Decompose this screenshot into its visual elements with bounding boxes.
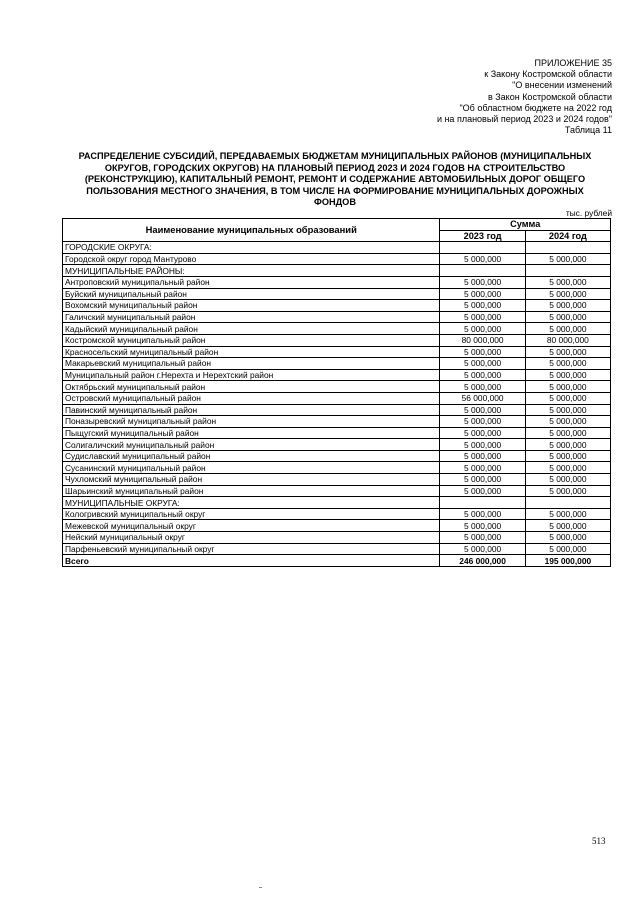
municipality-name: Межевской муниципальный округ	[63, 520, 440, 532]
value-2024: 5 000,000	[525, 381, 610, 393]
value-2023: 5 000,000	[440, 543, 525, 555]
municipality-name: МУНИЦИПАЛЬНЫЕ РАЙОНЫ:	[63, 265, 440, 277]
table-row	[63, 497, 611, 509]
table-row	[63, 381, 611, 393]
table-row	[63, 369, 611, 381]
municipality-name: Судиславский муниципальный район	[63, 450, 440, 462]
value-2024: 80 000,000	[525, 334, 610, 346]
table-row	[63, 242, 611, 254]
total-2023: 246 000,000	[440, 555, 525, 567]
value-2023: 5 000,000	[440, 300, 525, 312]
table-row	[63, 346, 611, 358]
municipality-name: Галичский муниципальный район	[63, 311, 440, 323]
table-body	[63, 242, 611, 555]
table-row	[63, 276, 611, 288]
municipality-name: Муниципальный район г.Нерехта и Нерехтский район	[63, 369, 440, 381]
table-row	[63, 334, 611, 346]
value-2024: 5 000,000	[525, 439, 610, 451]
value-2024: 5 000,000	[525, 404, 610, 416]
municipality-name: Костромской муниципальный район	[63, 334, 440, 346]
table-row	[63, 404, 611, 416]
value-2024: 5 000,000	[525, 450, 610, 462]
value-2024	[525, 242, 610, 254]
value-2023: 5 000,000	[440, 485, 525, 497]
total-label: Всего	[63, 555, 440, 567]
header-line: в Закон Костромской области	[487, 91, 612, 102]
table-row	[63, 265, 611, 277]
municipality-name: Кологривский муниципальный округ	[63, 508, 440, 520]
municipality-name: Кадыйский муниципальный район	[63, 323, 440, 335]
table-row	[63, 462, 611, 474]
table-row	[63, 485, 611, 497]
municipality-name: Шарьинский муниципальный район	[63, 485, 440, 497]
sum-column-header: Сумма	[440, 219, 611, 231]
municipality-name: Нейский муниципальный округ	[63, 532, 440, 544]
value-2023: 5 000,000	[440, 276, 525, 288]
appendix-header	[437, 58, 612, 136]
value-2024: 5 000,000	[525, 358, 610, 370]
table-row	[63, 543, 611, 555]
municipality-name: Сусанинский муниципальный район	[63, 462, 440, 474]
value-2024: 5 000,000	[525, 323, 610, 335]
value-2024: 5 000,000	[525, 462, 610, 474]
table-row	[63, 358, 611, 370]
value-2023: 5 000,000	[440, 346, 525, 358]
value-2023: 5 000,000	[440, 520, 525, 532]
name-column-header: Наименование муниципальных образований	[63, 219, 440, 242]
table-row	[63, 450, 611, 462]
value-2024: 5 000,000	[525, 369, 610, 381]
municipality-name: Парфеньевский муниципальный округ	[63, 543, 440, 555]
value-2024: 5 000,000	[525, 520, 610, 532]
year-2024-header: 2024 год	[525, 230, 610, 242]
value-2023: 5 000,000	[440, 253, 525, 265]
title-line: ФОНДОВ	[314, 197, 356, 208]
municipality-name: Макарьевский муниципальный район	[63, 358, 440, 370]
municipality-name: МУНИЦИПАЛЬНЫЕ ОКРУГА:	[63, 497, 440, 509]
value-2023: 5 000,000	[440, 323, 525, 335]
value-2024: 5 000,000	[525, 311, 610, 323]
value-2023: 56 000,000	[440, 392, 525, 404]
total-row	[63, 555, 611, 567]
header-line: к Закону Костромской области	[484, 69, 612, 80]
table-row	[63, 300, 611, 312]
scan-mark	[259, 887, 262, 888]
table-row	[63, 253, 611, 265]
value-2023: 5 000,000	[440, 404, 525, 416]
value-2024	[525, 497, 610, 509]
value-2023: 5 000,000	[440, 439, 525, 451]
municipality-name: Городской округ город Мантурово	[63, 253, 440, 265]
value-2023	[440, 265, 525, 277]
value-2024: 5 000,000	[525, 485, 610, 497]
municipality-name: Островский муниципальный район	[63, 392, 440, 404]
value-2023: 5 000,000	[440, 474, 525, 486]
value-2023: 5 000,000	[440, 311, 525, 323]
title-line: ПОЛЬЗОВАНИЯ МЕСТНОГО ЗНАЧЕНИЯ, В ТОМ ЧИСЛЕ НА ФОРМИРОВАНИЕ МУНИЦИПАЛЬНЫХ ДОРОЖНЫХ	[86, 185, 584, 196]
municipality-name: Вохомский муниципальный район	[63, 300, 440, 312]
header-line: Таблица 11	[564, 125, 612, 136]
value-2023: 5 000,000	[440, 381, 525, 393]
value-2023: 5 000,000	[440, 450, 525, 462]
value-2024: 5 000,000	[525, 253, 610, 265]
value-2024: 5 000,000	[525, 474, 610, 486]
table-row	[63, 520, 611, 532]
value-2023: 5 000,000	[440, 508, 525, 520]
table-row	[63, 532, 611, 544]
title-line: РАСПРЕДЕЛЕНИЕ СУБСИДИЙ, ПЕРЕДАВАЕМЫХ БЮДЖЕТАМ МУНИЦИПАЛЬНЫХ РАЙОНОВ (МУНИЦИПАЛЬНЫХ	[78, 151, 592, 161]
value-2023: 5 000,000	[440, 532, 525, 544]
table-row	[63, 311, 611, 323]
subsidy-table	[62, 218, 611, 567]
municipality-name: ГОРОДСКИЕ ОКРУГА:	[63, 242, 440, 254]
table-row	[63, 427, 611, 439]
value-2024: 5 000,000	[525, 543, 610, 555]
table-row	[63, 416, 611, 428]
value-2024: 5 000,000	[525, 392, 610, 404]
value-2023: 5 000,000	[440, 462, 525, 474]
value-2023	[440, 497, 525, 509]
value-2024: 5 000,000	[525, 416, 610, 428]
header-line: и на плановый период 2023 и 2024 годов"	[436, 114, 612, 125]
value-2023: 5 000,000	[440, 427, 525, 439]
value-2024: 5 000,000	[525, 346, 610, 358]
municipality-name: Солигаличский муниципальный район	[63, 439, 440, 451]
value-2023: 5 000,000	[440, 416, 525, 428]
municipality-name: Октябрьский муниципальный район	[63, 381, 440, 393]
page-number: 513	[592, 836, 606, 846]
municipality-name: Поназыревский муниципальный район	[63, 416, 440, 428]
value-2023: 5 000,000	[440, 358, 525, 370]
municipality-name: Павинский муниципальный район	[63, 404, 440, 416]
table-row	[63, 508, 611, 520]
value-2023: 5 000,000	[440, 288, 525, 300]
value-2023: 80 000,000	[440, 334, 525, 346]
title-line: ОКРУГОВ, ГОРОДСКИХ ОКРУГОВ) НА ПЛАНОВЫЙ ПЕРИОД 2023 И 2024 ГОДОВ НА СТРОИТЕЛЬСТВО	[104, 162, 566, 173]
value-2023: 5 000,000	[440, 369, 525, 381]
table-row	[63, 288, 611, 300]
municipality-name: Буйский муниципальный район	[63, 288, 440, 300]
table-header-row	[63, 219, 611, 231]
table-row	[63, 323, 611, 335]
value-2024: 5 000,000	[525, 276, 610, 288]
value-2024: 5 000,000	[525, 532, 610, 544]
table-row	[63, 392, 611, 404]
municipality-name: Антроповский муниципальный район	[63, 276, 440, 288]
document-title	[62, 151, 608, 209]
total-2024: 195 000,000	[525, 555, 610, 567]
year-2023-header: 2023 год	[440, 230, 525, 242]
header-line: "Об областном бюджете на 2022 год	[459, 102, 612, 113]
value-2023	[440, 242, 525, 254]
municipality-name: Пыщугский муниципальный район	[63, 427, 440, 439]
value-2024: 5 000,000	[525, 508, 610, 520]
value-2024: 5 000,000	[525, 288, 610, 300]
header-line: "О внесении изменений	[512, 80, 612, 91]
value-2024: 5 000,000	[525, 300, 610, 312]
header-line: ПРИЛОЖЕНИЕ 35	[534, 58, 612, 68]
title-line: (РЕКОНСТРУКЦИЮ), КАПИТАЛЬНЫЙ РЕМОНТ, РЕМОНТ И СОДЕРЖАНИЕ АВТОМОБИЛЬНЫХ ДОРОГ ОБЩЕГО	[84, 174, 586, 185]
municipality-name: Чухломский муниципальный район	[63, 474, 440, 486]
municipality-name: Красносельский муниципальный район	[63, 346, 440, 358]
units-label: тыс. рублей	[565, 208, 612, 218]
value-2024	[525, 265, 610, 277]
table-row	[63, 439, 611, 451]
table-row	[63, 474, 611, 486]
value-2024: 5 000,000	[525, 427, 610, 439]
